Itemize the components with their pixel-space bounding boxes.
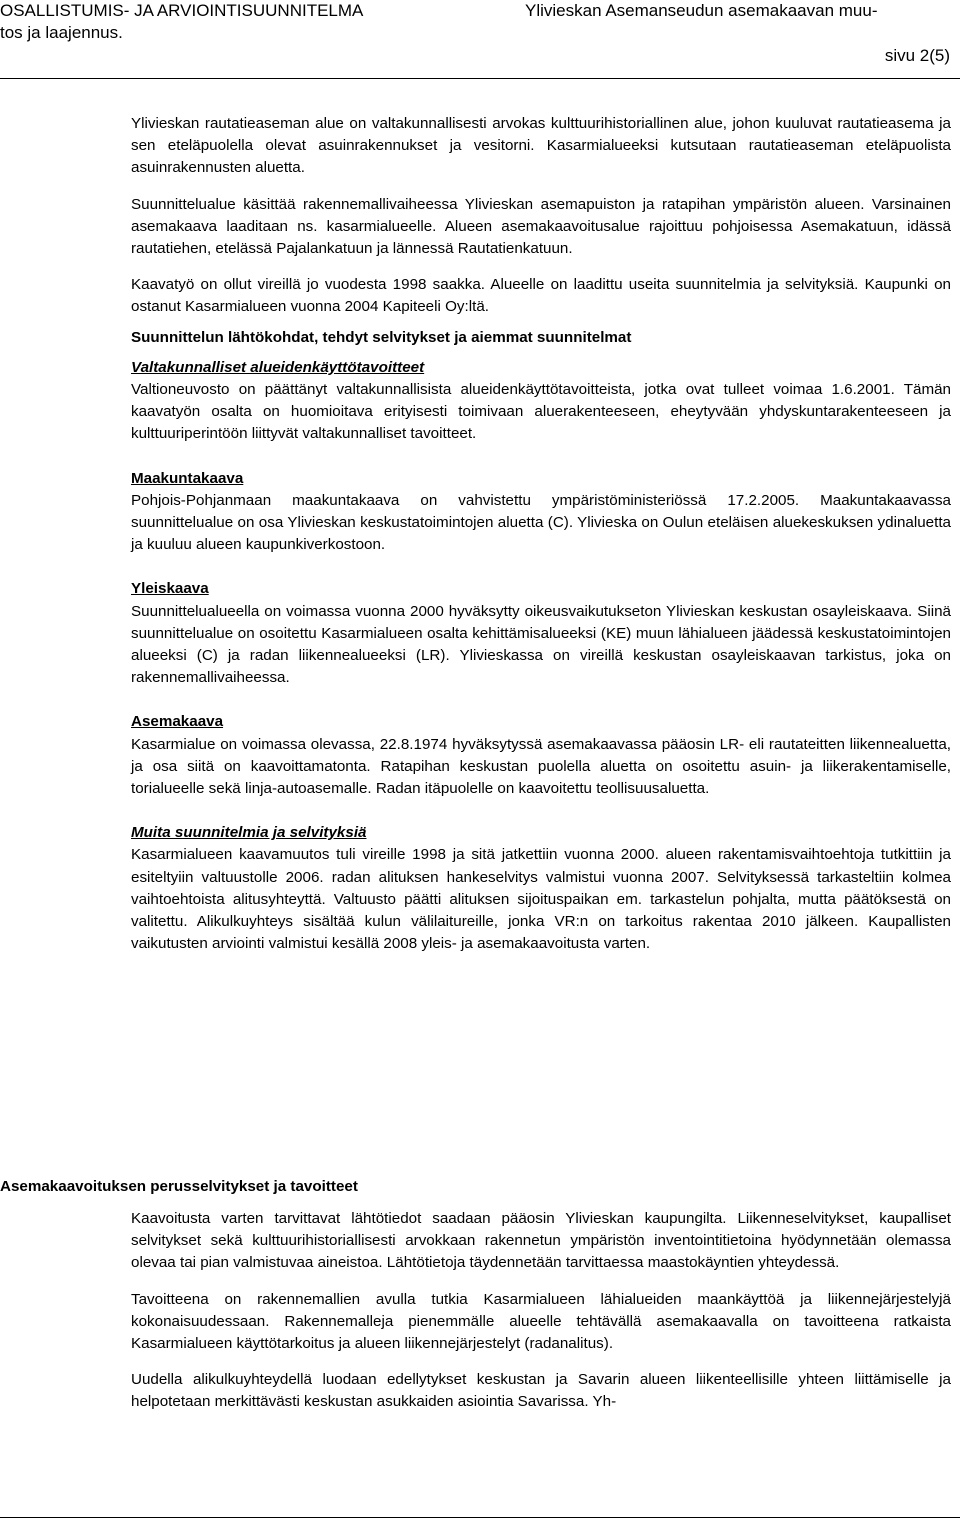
heading-valtakunnalliset: Valtakunnalliset alueidenkäyttötavoitteet <box>131 358 425 376</box>
document-type-title <box>0 0 470 22</box>
header-divider <box>0 78 960 79</box>
text-valtakunnalliset: Valtioneuvosto on päättänyt valtakunnallisista alueidenkäyttötavoitteista, jotka ovat tulleet voimaa 1.6.2001. Tämän kaavatyön osalta on huomioitava erityisesti toimivaan aluerakenteeseen, eheytyvään yhdyskuntarakenteeseen ja kulttuuriperintöön liittyvät valtakunnalliset tavoitteet. <box>131 381 951 443</box>
heading-yleiskaava: Yleiskaava <box>131 580 209 598</box>
perusselvitykset-paragraph-3: Uudella alikulkuyhteydellä luodaan edellytykset keskustan ja Savarin alueen liikenteellisille yhteen liittämiselle ja helpotetaan merkittävästi keskustan asukkaiden asiointia Savarissa. Yh- <box>131 1371 951 1411</box>
section-body-perusselvitykset <box>131 1208 951 1414</box>
project-title-line1: Ylivieskan Asemanseudun asemakaavan muu- <box>525 1 878 20</box>
text-muita-suunnitelmia: Kasarmialueen kaavamuutos tuli vireille 1998 ja sitä jatkettiin vuonna 2000. alueen rakentamisvaihtoehtoja tutkittiin ja esiteltyiin valtuustolle 2006. radan alituksen hankeselvitys valmistui vuonna 2007. Selvityksessä tarkasteltiin kolmea vaihtoehtoista alitusyhteyttä. Valtuusto päätti alituksen sijoituspaikan em. tarkastelun pohjalta, mutta päätöksestä on valitettu. Alikulkuyhteys sisältää kulun välilaitureille, jonka VR:n on tarkoitus rakentaa 2010 jälkeen. Kaupallisten vaikutusten arviointi valmistui kesällä 2008 yleis- ja asemakaavoitusta varten. <box>131 846 951 953</box>
text-yleiskaava: Suunnittelualueella on voimassa vuonna 2000 hyväksytty oikeusvaikutukseton Ylivieskan keskustan osayleiskaava. Siinä suunnittelualue on osoitettu Kasarmialueen osalta kehittämisalueeksi (KE) muun lähialueen jäädessä keskustatoimintojen alueeksi (C) ja radan liikennealueeksi (LR). Ylivieskassa on vireillä keskustan osayleiskaavan tarkistus, joka on rakennemallivaiheessa. <box>131 602 951 687</box>
main-content <box>131 113 951 956</box>
page-header <box>0 0 960 65</box>
intro-paragraph-3: Kaavatyö on ollut vireillä jo vuodesta 1998 saakka. Alueelle on laadittu useita suunnitelmia ja selvityksiä. Kaupunki on ostanut Kasarmialueen vuonna 2004 Kapiteeli Oy:ltä. <box>131 276 951 316</box>
perusselvitykset-paragraph-2: Tavoitteena on rakennemallien avulla tutkia Kasarmialueen lähialueiden maankäyttöä ja liikennejärjestelyjä kokonaisuudessaan. Rakennemalleja pienemmälle alueelle tehtävällä asemakaavalla on tavoitteena ratkaista Kasarmialueen käyttötarkoitus ja alueen liikennejärjestelyt (radanalitus). <box>131 1290 951 1353</box>
heading-asemakaava: Asemakaava <box>131 713 224 731</box>
heading-muita-suunnitelmia: Muita suunnitelmia ja selvityksiä <box>131 824 367 842</box>
section-title-lahtokohdat: Suunnittelun lähtökohdat, tehdyt selvitykset ja aiemmat suunnitelmat <box>131 328 632 346</box>
intro-paragraph-1: Ylivieskan rautatieaseman alue on valtakunnallisesti arvokas kulttuurihistoriallinen alue, johon kuuluvat rautatieasema ja sen eteläpuolella olevat asuinrakennukset ja vesitorni. Kasarmialueeksi kutsutaan rautatieaseman eteläpuolista asuinrakennusten aluetta. <box>131 115 951 177</box>
page-number: sivu 2(5) <box>884 46 950 65</box>
heading-maakuntakaava: Maakuntakaava <box>131 469 244 487</box>
footer-divider <box>0 1517 960 1518</box>
text-asemakaava: Kasarmialue on voimassa olevassa, 22.8.1974 hyväksytyssä asemakaavassa pääosin LR- eli rautateitten liikennealuetta, ja osa siitä on kaavoittamatonta. Ratapihan keskustan puolella aluetta on osoitettu asuin- ja liikerakentamiselle, torialueelle sekä linja-autoasemalle. Radan itäpuolelle on kaavoitettu teollisuusaluetta. <box>131 735 951 798</box>
perusselvitykset-paragraph-1: Kaavoitusta varten tarvittavat lähtötiedot saadaan pääosin Ylivieskan kaupungilta. Liikenneselvitykset, kaupalliset selvitykset sekä kulttuurihistoriallisesti arvokkaan rakennetun ympäristön inventointitietoina hyödynnetään olemassa olevaa tai pian valmistuvaa aineistoa. Lähtötietoja täydennetään tarvittaessa maastokäyntien yhteydessä. <box>131 1210 951 1272</box>
project-title-line2: tos ja laajennus. <box>0 23 123 42</box>
document-type-text: OSALLISTUMIS- JA ARVIOINTISUUNNITELMA <box>0 1 364 20</box>
section-title-perusselvitykset: Asemakaavoituksen perusselvitykset ja tavoitteet <box>0 1178 358 1195</box>
project-title <box>525 0 960 22</box>
text-maakuntakaava: Pohjois-Pohjanmaan maakuntakaava on vahvistettu ympäristöministeriössä 17.2.2005. Maakuntakaavassa suunnittelualue on osa Ylivieskan keskustatoimintojen aluetta (C). Ylivieska on Oulun eteläisen aluekeskuksen ydinaluetta ja kuuluu alueen kaupunkiverkostoon. <box>131 491 951 554</box>
intro-paragraph-2: Suunnittelualue käsittää rakennemallivaiheessa Ylivieskan asemapuiston ja ratapihan ympäristön alueen. Varsinainen asemakaava laaditaan ns. kasarmialueelle. Alueen asemakaavoitusalue rajoittuu pohjoisessa Asemakatuun, idässä rautatiehen, etelässä Pajalankatuun ja lännessä Rautatienkatuun. <box>131 195 951 258</box>
